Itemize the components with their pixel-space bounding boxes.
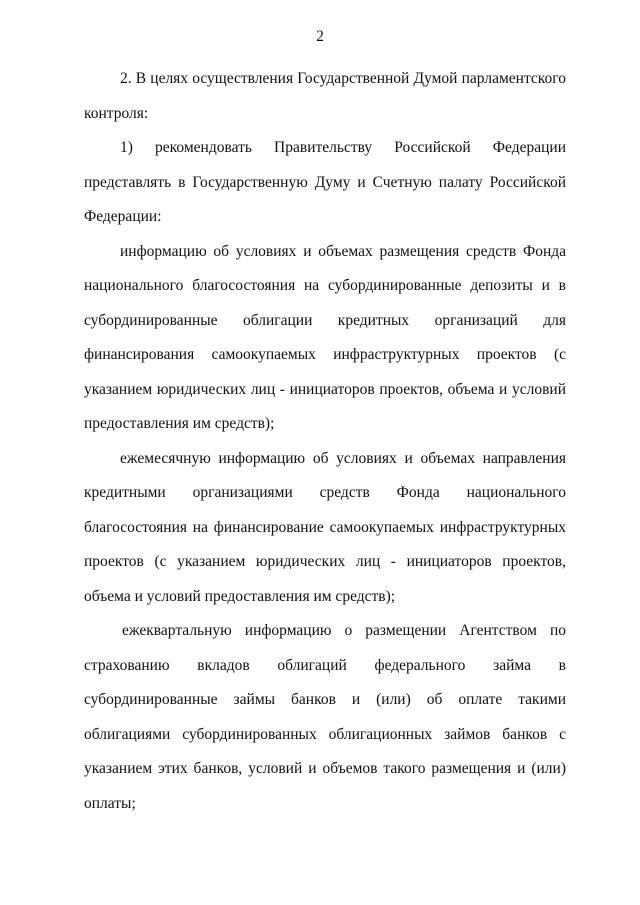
paragraph-nwf-deposits-info: информацию об условиях и объемах размещения средств Фонда национального благосостояния на субординированные депозиты и в субординированные облигации кредитных организаций для финансирования самоокупаемых инфраструктурных проектов (с указанием юридических лиц - инициаторов проектов, объема и условий предоставления им средств); (84, 242, 566, 432)
paragraph-monthly-info: ежемесячную информацию об условиях и объемах направления кредитными организациями средств Фонда национального благосостояния на финансирование самоокупаемых инфраструктурных проектов (с указанием юридических лиц - инициаторов проектов, объема и условий предоставления им средств); (84, 449, 566, 605)
paragraph-quarterly-info: ежеквартальную информацию о размещении Агентством по страхованию вкладов облигаций федерального займа в субординированные займы банков и (или) об оплате такими облигациями субординированных облигационных займов банков с указанием этих банков, условий и объемов такого размещения и (или) оплаты; (84, 622, 566, 812)
paragraph-recommend-government: 1) рекомендовать Правительству Российской Федерации представлять в Государственную Думу и Счетную палату Российской Федерации: (84, 139, 566, 225)
paragraph-parliamentary-control: 2. В целях осуществления Государственной Думой парламентского контроля: (84, 70, 566, 122)
page-number: 2 (316, 28, 324, 45)
document-body (84, 62, 566, 821)
